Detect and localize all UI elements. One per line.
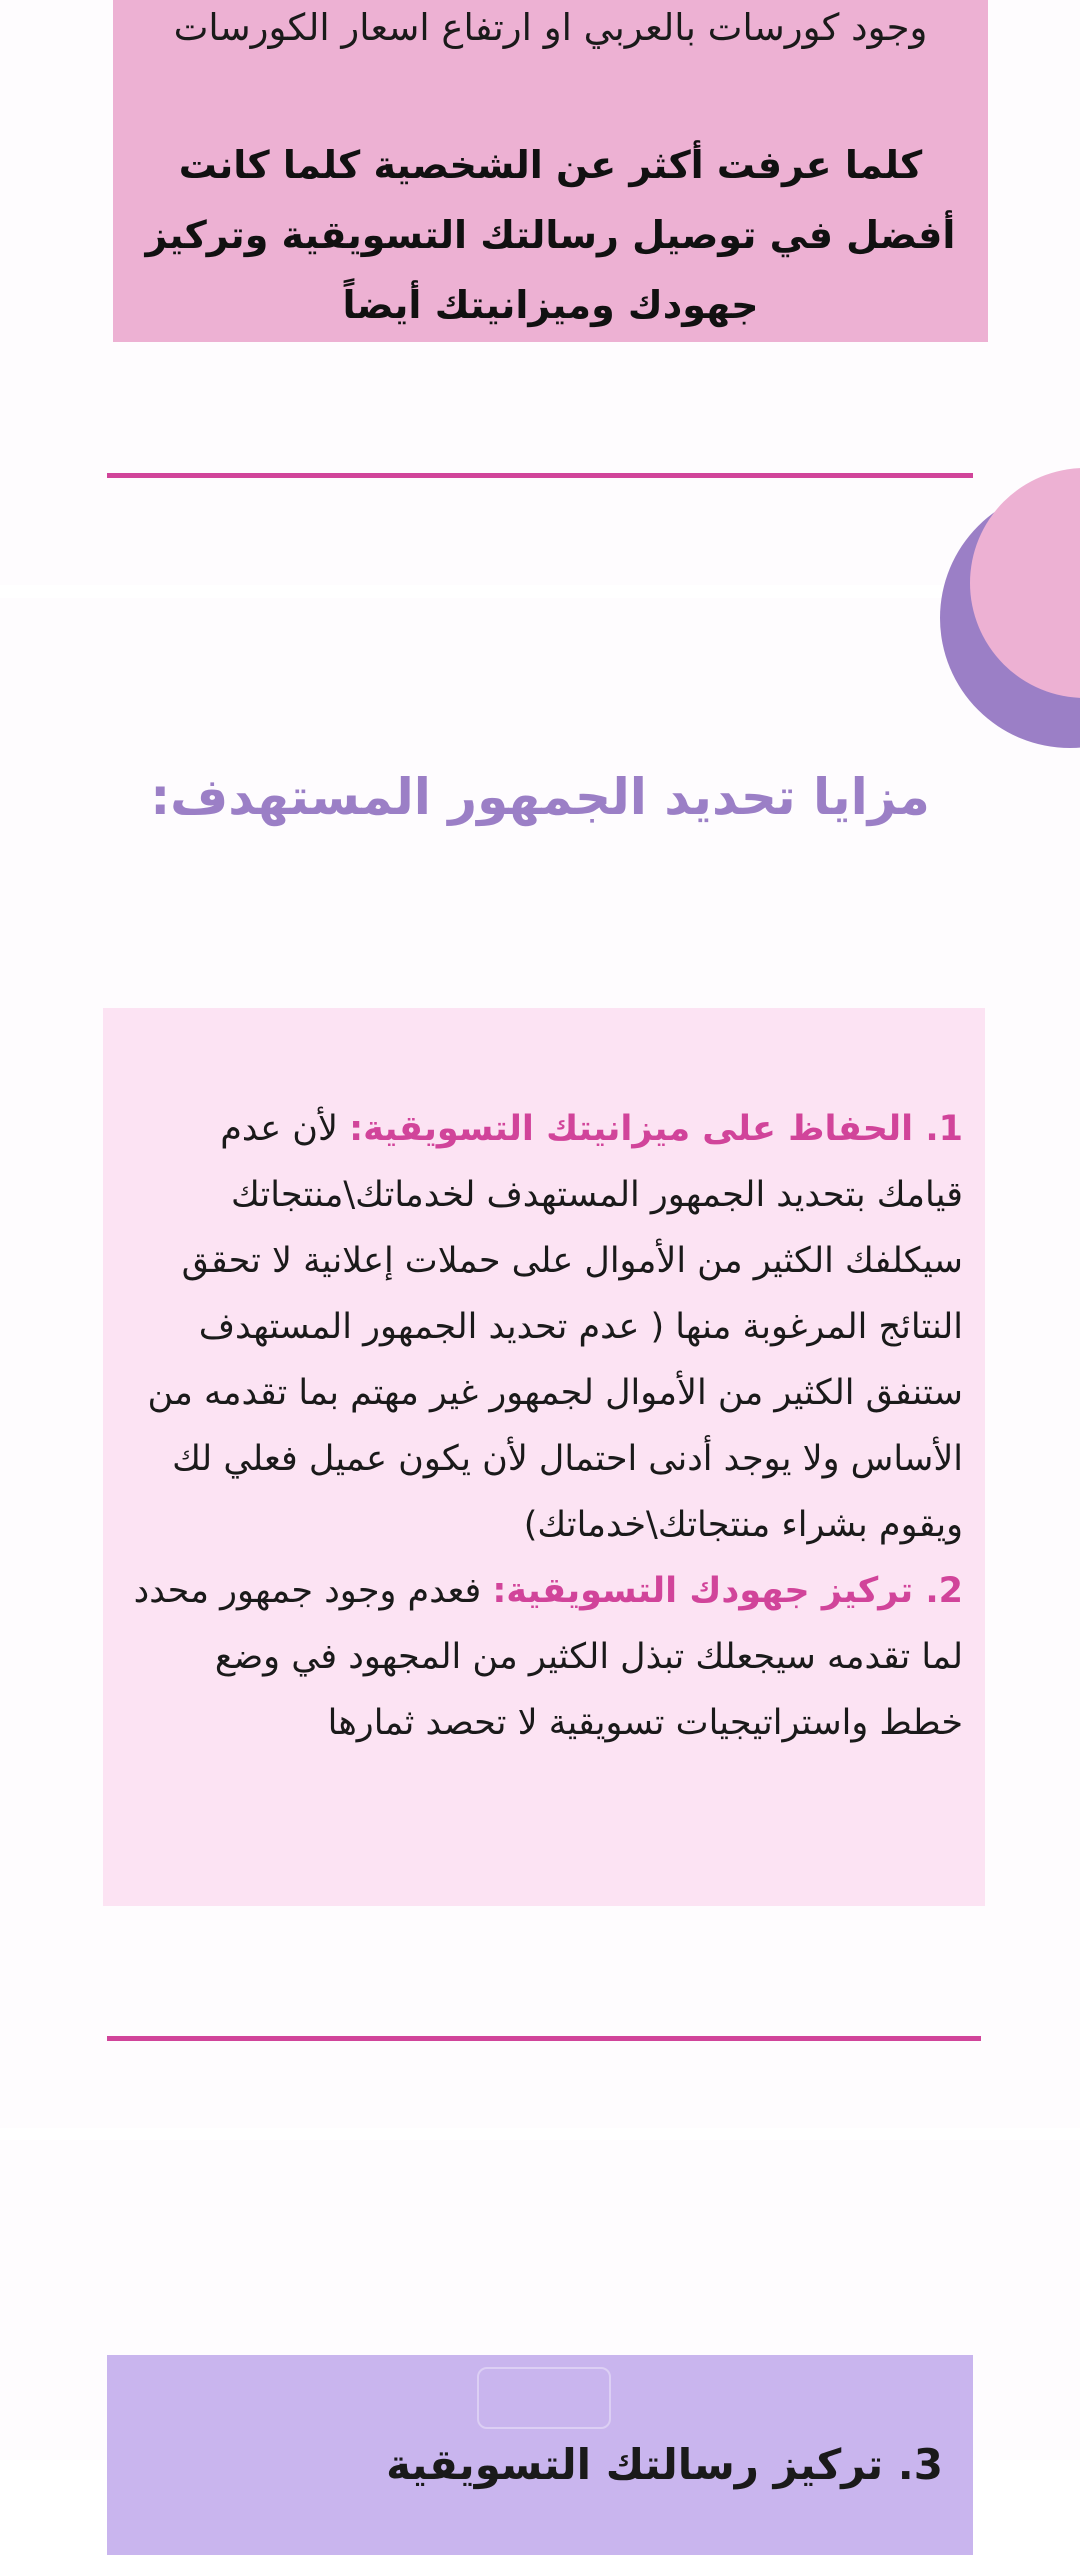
slide-summary bbox=[0, 0, 1080, 585]
benefit-text: لأن عدم قيامك بتحديد الجمهور المستهدف لخدماتك\منتجاتك سيكلفك الكثير من الأموال على حملات إعلانية لا تحقق النتائج المرغوبة منها ( عدم تحديد الجمهور المستهدف ستنفق الكثير من الأموال لجمهور غير مهتم بما تقدمه من الأساس ولا يوجد أدنى احتمال لأن يكون عميل فعلي لك ويقوم بشراء منتجاتك\خدماتك) bbox=[147, 1109, 963, 1545]
highlight-box-purple bbox=[107, 2355, 973, 2555]
benefit-label: 1. الحفاظ على ميزانيتك التسويقية: bbox=[349, 1109, 963, 1149]
benefit-text: فعدم وجود جمهور محدد لما تقدمه سيجعلك تبذل الكثير من المجهود في وضع خطط واستراتيجيات تسويقية لا تحصد ثمارها bbox=[133, 1571, 963, 1743]
body-text-line: وجود كورسات بالعربي او ارتفاع اسعار الكورسات bbox=[173, 6, 928, 49]
section-divider bbox=[107, 2036, 981, 2041]
benefit-item bbox=[125, 1096, 963, 1558]
benefits-box bbox=[103, 1008, 985, 1906]
section-heading: مزايا تحديد الجمهور المستهدف: bbox=[150, 768, 930, 826]
benefit-label: 2. تركيز جهودك التسويقية: bbox=[492, 1571, 963, 1611]
slide-next bbox=[0, 2140, 1080, 2489]
partial-heading: 3. تركيز رسالتك التسويقية bbox=[386, 2440, 943, 2489]
watermark-logo bbox=[477, 2367, 611, 2429]
key-takeaway-text: كلما عرفت أكثر عن الشخصية كلما كانت أفضل في توصيل رسالتك التسويقية وتركيز جهودك وميزانيتك أيضاً bbox=[145, 143, 956, 327]
slide-benefits bbox=[0, 598, 1080, 2128]
highlight-box bbox=[113, 0, 988, 342]
benefit-item bbox=[125, 1558, 963, 1756]
section-divider bbox=[107, 473, 973, 478]
